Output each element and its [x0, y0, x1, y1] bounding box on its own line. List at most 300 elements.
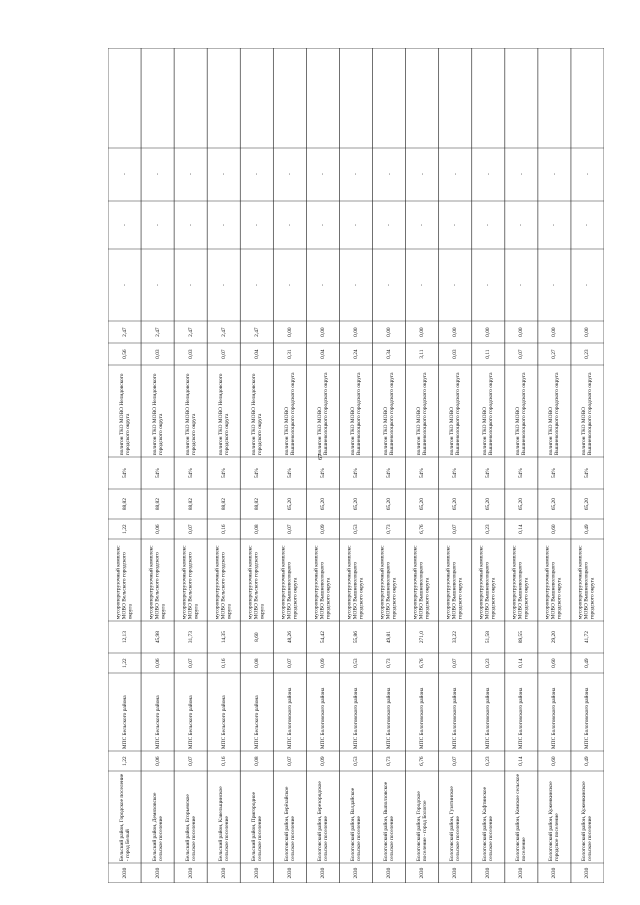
cell-e3 [175, 149, 206, 200]
cell-val2 [175, 654, 206, 672]
cell-val5 [407, 490, 438, 518]
cell-text-landfill: полигон ТКО МОВО Вышневолоцкого городского округа [515, 372, 528, 455]
cell-text-landfill: полигон ТКО МОВО Нелидовского городского округа [217, 373, 230, 455]
cell-val2 [208, 654, 239, 672]
cell-settlement [274, 772, 305, 862]
cell-val3 [142, 622, 173, 652]
cell-pct [175, 458, 206, 488]
cell-text-val3: 29,20 [551, 630, 558, 644]
cell-text-val2: 0,60 [551, 658, 558, 668]
cell-operator [473, 674, 504, 750]
cell-e1 [340, 250, 371, 320]
cell-text-landfill: полигон ТКО МОВО Вышневолоцкого городского округа [581, 372, 594, 455]
cell-text-val5: 65,20 [452, 497, 459, 511]
cell-val5 [142, 490, 173, 518]
cell-e2 [506, 202, 537, 248]
cell-text-settlement: Бельский район, Пригородное сельское поселение [250, 791, 263, 861]
cell-text-val1: 0,16 [220, 756, 227, 766]
cell-val6 [506, 344, 537, 364]
cell-text-val7: 0,00 [352, 327, 359, 337]
cell-text-e3: - [419, 173, 426, 176]
cell-text-val4: 0,73 [385, 524, 392, 534]
cell-text-e3: - [485, 173, 492, 176]
cell-text-landfill: полигон ТКО МОВО Вышневолоцкого городского округа [316, 372, 329, 455]
cell-val1 [241, 752, 272, 770]
cell-val4 [208, 520, 239, 538]
cell-year [539, 864, 570, 882]
cell-e2 [374, 202, 405, 248]
cell-operator [539, 674, 570, 750]
cell-val4 [572, 520, 603, 538]
cell-text-val5: 65,20 [352, 497, 359, 511]
cell-text-val2: 0,23 [485, 658, 492, 668]
cell-text-operator: МПС Бологовского района [352, 687, 359, 749]
cell-object [307, 540, 338, 620]
cell-text-settlement: Бельский район, Егорьевское сельское поселение [184, 793, 197, 861]
cell-text-object: мусороперегрузочный комплекс МОВО Вельского городского округа [181, 545, 200, 619]
cell-val5 [572, 490, 603, 518]
cell-val5 [506, 490, 537, 518]
cell-year [142, 864, 173, 882]
cell-text-val2: 6,76 [419, 658, 426, 668]
cell-text-val6: 0,03 [187, 349, 194, 359]
cell-text-val7: 2,47 [187, 327, 194, 337]
cell-settlement [572, 772, 603, 862]
cell-object [208, 540, 239, 620]
cell-val4 [473, 520, 504, 538]
cell-e2 [539, 202, 570, 248]
cell-text-val3: 55,86 [352, 630, 359, 644]
cell-operator [374, 674, 405, 750]
cell-val4 [407, 520, 438, 538]
cell-e1 [208, 250, 239, 320]
cell-e2 [274, 202, 305, 248]
cell-val1 [374, 752, 405, 770]
cell-text-e1: - [319, 284, 326, 286]
cell-text-pct: 54% [518, 468, 525, 478]
cell-text-e1: - [187, 284, 194, 286]
cell-year [241, 864, 272, 882]
cell-e3 [572, 149, 603, 200]
cell-e3 [374, 149, 405, 200]
cell-val6 [109, 344, 140, 364]
cell-text-e1: - [121, 284, 128, 286]
cell-text-val6: 0,23 [584, 349, 591, 359]
cell-val3 [407, 622, 438, 652]
cell-val5 [539, 490, 570, 518]
page-number: 67 [318, 454, 324, 460]
cell-text-operator: МПС Бологовского района [518, 687, 525, 749]
cell-landfill [539, 366, 570, 456]
cell-object [241, 540, 272, 620]
cell-val3 [572, 622, 603, 652]
cell-text-val7: 0,00 [452, 327, 459, 337]
cell-operator [109, 674, 140, 750]
cell-pct [208, 458, 239, 488]
cell-text-settlement: Бологовский район, Комское сельское поселение [515, 773, 528, 861]
cell-text-val4: 0,07 [286, 524, 293, 534]
cell-e3 [142, 149, 173, 200]
cell-pct [307, 458, 338, 488]
cell-pct [539, 458, 570, 488]
cell-text-e1: - [154, 284, 161, 286]
cell-e2 [473, 202, 504, 248]
cell-text-e1: - [253, 284, 260, 286]
cell-text-settlement: Бологовский район, Городское поселение - город Бологое [415, 791, 429, 861]
cell-year [572, 864, 603, 882]
cell-object [407, 540, 438, 620]
cell-text-val4: 0,53 [352, 524, 359, 534]
cell-text-val6: 0,07 [518, 349, 525, 359]
cell-val7 [142, 322, 173, 342]
cell-text-val3: 31,73 [187, 630, 194, 644]
cell-text-val5: 65,20 [319, 497, 326, 511]
cell-text-val3: 12,13 [121, 630, 128, 644]
cell-e1 [142, 250, 173, 320]
cell-val3 [506, 622, 537, 652]
cell-e2 [572, 202, 603, 248]
cell-val4 [539, 520, 570, 538]
cell-val6 [473, 344, 504, 364]
cell-val7 [307, 322, 338, 342]
cell-val6 [374, 344, 405, 364]
cell-e1 [572, 250, 603, 320]
cell-text-val4: 0,16 [220, 524, 227, 534]
cell-text-e2: - [121, 224, 128, 226]
cell-pct [274, 458, 305, 488]
cell-settlement [407, 772, 438, 862]
cell-val2 [473, 654, 504, 672]
cell-text-operator: МПС Бельского района [154, 695, 161, 749]
cell-text-val2: 0,49 [584, 658, 591, 668]
cell-text-val1: 0,07 [187, 756, 194, 766]
cell-year [307, 864, 338, 882]
cell-val4 [274, 520, 305, 538]
cell-text-e2: - [485, 224, 492, 226]
cell-text-pct: 54% [187, 468, 194, 478]
cell-text-val1: 0,06 [154, 756, 161, 766]
cell-settlement [175, 772, 206, 862]
cell-text-e1: - [385, 284, 392, 286]
cell-text-val6: 0,03 [154, 349, 161, 359]
cell-text-e2: - [452, 224, 459, 226]
cell-e2 [175, 202, 206, 248]
cell-landfill [175, 366, 206, 456]
cell-pct [142, 458, 173, 488]
cell-val3 [208, 622, 239, 652]
cell-val2 [539, 654, 570, 672]
cell-text-val7: 0,00 [551, 327, 558, 337]
cell-text-val7: 0,00 [584, 327, 591, 337]
cell-e3 [274, 149, 305, 200]
cell-text-landfill: полигон ТКО МОВО Вышневолоцкого городского округа [382, 372, 396, 455]
cell-text-operator: МПС Бологовского района [385, 687, 392, 749]
cell-text-e2: - [154, 224, 161, 226]
cell-pct [572, 458, 603, 488]
cell-text-e3: - [551, 173, 558, 176]
cell-val7 [539, 322, 570, 342]
cell-val7 [208, 322, 239, 342]
cell-pct [407, 458, 438, 488]
cell-text-landfill: полигон ТКО МОВО Нелидовского городского округа [151, 373, 164, 455]
cell-operator [208, 674, 239, 750]
cell-val2 [407, 654, 438, 672]
cell-text-e1: - [485, 284, 492, 286]
cell-text-val2: 0,08 [253, 658, 260, 668]
cell-val1 [340, 752, 371, 770]
cell-text-e2: - [551, 224, 558, 226]
cell-val7 [374, 322, 405, 342]
cell-text-val4: 0,14 [518, 524, 525, 534]
cell-text-operator: МПС Бологовского района [452, 687, 459, 749]
cell-landfill [208, 366, 239, 456]
cell-text-object: мусороперегрузочный комплекс МОВО Вышневолоцкого городского округа [280, 545, 299, 619]
cell-val2 [572, 654, 603, 672]
cell-e1 [440, 250, 471, 320]
cell-year [407, 864, 438, 882]
cell-text-val5: 88,82 [253, 497, 260, 511]
cell-val1 [307, 752, 338, 770]
cell-text-val5: 65,20 [485, 497, 492, 511]
cell-val5 [208, 490, 239, 518]
cell-val2 [440, 654, 471, 672]
cell-val4 [307, 520, 338, 538]
cell-text-val6: 0,04 [319, 349, 326, 359]
cell-operator [142, 674, 173, 750]
cell-val7 [506, 322, 537, 342]
cell-val7 [175, 322, 206, 342]
cell-year [274, 864, 305, 882]
cell-text-settlement: Бельский район, Демяховское сельское поселение [151, 792, 164, 861]
cell-text-val5: 88,82 [154, 497, 161, 511]
cell-val5 [241, 490, 272, 518]
cell-text-val7: 0,00 [485, 327, 492, 337]
cell-text-val1: 0,53 [352, 756, 359, 766]
cell-text-val6: 0,31 [286, 349, 293, 359]
cell-text-val4: 0,08 [253, 524, 260, 534]
cell-e2 [109, 202, 140, 248]
cell-val5 [374, 490, 405, 518]
cell-text-operator: МПС Бельского района [187, 695, 194, 749]
cell-text-val3: 49,81 [385, 630, 392, 644]
cell-text-e3: - [452, 173, 459, 176]
cell-val1 [274, 752, 305, 770]
cell-val2 [506, 654, 537, 672]
cell-text-pct: 54% [220, 468, 227, 478]
cell-val2 [274, 654, 305, 672]
cell-text-val1: 0,07 [286, 756, 293, 766]
cell-object [109, 540, 140, 620]
cell-val3 [175, 622, 206, 652]
cell-text-year: 2030 [551, 867, 558, 879]
cell-text-val3: 51,58 [485, 630, 492, 644]
cell-e3 [307, 149, 338, 200]
cell-val1 [175, 752, 206, 770]
cell-val1 [208, 752, 239, 770]
cell-text-val1: 6,76 [419, 756, 426, 766]
cell-val2 [374, 654, 405, 672]
cell-text-landfill: полигон ТКО МОВО Нелидовского городского округа [184, 373, 197, 455]
cell-text-landfill: полигон ТКО МОВО Нелидовского городского округа [118, 373, 131, 455]
cell-e1 [473, 250, 504, 320]
cell-val2 [109, 654, 140, 672]
cell-val1 [440, 752, 471, 770]
cell-text-val2: 0,07 [187, 658, 194, 668]
cell-text-val4: 0,06 [154, 524, 161, 534]
cell-text-val7: 0,00 [419, 327, 426, 337]
cell-text-pct: 54% [419, 468, 426, 478]
cell-text-settlement: Бологовский район, Куженкинское городское поселение [548, 781, 561, 861]
cell-text-val6: 0,56 [121, 349, 128, 359]
cell-e2 [142, 202, 173, 248]
cell-pct [340, 458, 371, 488]
cell-val3 [340, 622, 371, 652]
cell-text-val2: 0,14 [518, 658, 525, 668]
cell-text-val7: 0,00 [518, 327, 525, 337]
cell-text-settlement: Бологовский район, Выползовское сельское поселение [382, 781, 396, 861]
cell-text-val5: 65,20 [385, 497, 392, 511]
cell-e3 [208, 149, 239, 200]
cell-text-e2: - [253, 224, 260, 226]
cell-text-val5: 65,20 [584, 497, 591, 511]
cell-text-e2: - [286, 224, 293, 226]
cell-year [506, 864, 537, 882]
cell-year [208, 864, 239, 882]
cell-text-year: 2030 [485, 867, 492, 879]
cell-text-e1: - [518, 284, 525, 286]
cell-val4 [340, 520, 371, 538]
cell-text-object: мусороперегрузочный комплекс МОВО Вельского городского округа [148, 545, 167, 619]
cell-object [274, 540, 305, 620]
cell-text-pct: 54% [385, 468, 392, 478]
cell-text-val1: 1,22 [121, 756, 128, 766]
cell-e1 [407, 250, 438, 320]
cell-e2 [340, 202, 371, 248]
cell-text-val2: 0,07 [286, 658, 293, 668]
cell-landfill [340, 366, 371, 456]
cell-text-e3: - [352, 173, 359, 176]
cell-object [473, 540, 504, 620]
cell-val6 [440, 344, 471, 364]
cell-landfill [109, 366, 140, 456]
cell-val1 [539, 752, 570, 770]
cell-text-e2: - [584, 224, 591, 226]
cell-text-val2: 0,09 [319, 658, 326, 668]
cell-text-year: 2030 [220, 867, 227, 879]
cell-text-val4: 0,49 [584, 524, 591, 534]
cell-val2 [340, 654, 371, 672]
cell-settlement [241, 772, 272, 862]
cell-val3 [307, 622, 338, 652]
cell-val1 [473, 752, 504, 770]
cell-e3 [506, 149, 537, 200]
cell-settlement [109, 772, 140, 862]
cell-val6 [208, 344, 239, 364]
cell-object [506, 540, 537, 620]
cell-text-year: 2030 [121, 867, 128, 879]
cell-text-val5: 65,20 [551, 497, 558, 511]
cell-text-e3: - [385, 173, 392, 176]
cell-text-operator: МПС Бологовского района [551, 687, 558, 749]
cell-val7 [572, 322, 603, 342]
cell-text-val2: 0,53 [352, 658, 359, 668]
cell-text-val1: 0,73 [385, 756, 392, 766]
cell-text-val2: 0,07 [452, 658, 459, 668]
cell-text-operator: МПС Бологовского района [584, 687, 591, 749]
cell-landfill [374, 366, 405, 456]
cell-val7 [407, 322, 438, 342]
cell-landfill [307, 366, 338, 456]
cell-val3 [241, 622, 272, 652]
cell-object [572, 540, 603, 620]
cell-text-year: 2030 [319, 867, 326, 879]
cell-text-e3: - [584, 173, 591, 176]
cell-pct [440, 458, 471, 488]
cell-text-operator: МПС Бологовского района [419, 687, 426, 749]
cell-text-pct: 54% [319, 468, 326, 478]
cell-e3 [473, 149, 504, 200]
cell-settlement [440, 772, 471, 862]
cell-text-landfill: полигон ТКО МОВО Вышневолоцкого городского округа [415, 372, 429, 455]
cell-e3 [241, 149, 272, 200]
cell-val4 [506, 520, 537, 538]
cell-landfill [407, 366, 438, 456]
cell-operator [340, 674, 371, 750]
cell-text-pct: 54% [485, 468, 492, 478]
cell-text-val6: 3,11 [419, 349, 426, 359]
cell-text-val2: 1,22 [121, 658, 128, 668]
cell-text-e3: - [121, 173, 128, 176]
cell-text-settlement: Бологовский район, Березорядское сельское поселение [316, 780, 329, 861]
cell-pct [506, 458, 537, 488]
cell-text-object: мусороперегрузочный комплекс МОВО Вышневолоцкого городского округа [346, 545, 366, 619]
cell-operator [407, 674, 438, 750]
cell-settlement [506, 772, 537, 862]
cell-pct [109, 458, 140, 488]
cell-e1 [109, 250, 140, 320]
cell-text-landfill: полигон ТКО МОВО Вышневолоцкого городского округа [482, 372, 495, 455]
cell-operator [572, 674, 603, 750]
cell-text-pct: 54% [452, 468, 459, 478]
cell-text-val7: 2,47 [154, 327, 161, 337]
cell-text-pct: 54% [121, 468, 128, 478]
cell-e1 [274, 250, 305, 320]
cell-val4 [440, 520, 471, 538]
cell-text-year: 2030 [419, 867, 426, 879]
cell-operator [307, 674, 338, 750]
cell-text-pct: 54% [253, 468, 260, 478]
cell-text-settlement: Бологовский район, Валдайское сельское поселение [349, 787, 362, 861]
cell-val6 [572, 344, 603, 364]
cell-val7 [274, 322, 305, 342]
cell-text-pct: 54% [286, 468, 293, 478]
cell-val2 [241, 654, 272, 672]
cell-val7 [109, 322, 140, 342]
cell-text-object: мусороперегрузочный комплекс МОВО Вельского городского округа [247, 545, 266, 619]
cell-operator [241, 674, 272, 750]
cell-object [374, 540, 405, 620]
cell-text-e2: - [220, 224, 227, 226]
cell-text-operator: МПС Бологовского района [286, 687, 293, 749]
cell-text-pct: 54% [551, 468, 558, 478]
cell-text-e2: - [419, 224, 426, 226]
cell-e1 [307, 250, 338, 320]
cell-val3 [440, 622, 471, 652]
cell-text-settlement: Бельский район, Кавельщинское сельское поселение [217, 786, 230, 861]
cell-text-val3: 41,72 [584, 630, 591, 644]
cell-text-val5: 88,82 [220, 497, 227, 511]
data-table [108, 48, 604, 883]
